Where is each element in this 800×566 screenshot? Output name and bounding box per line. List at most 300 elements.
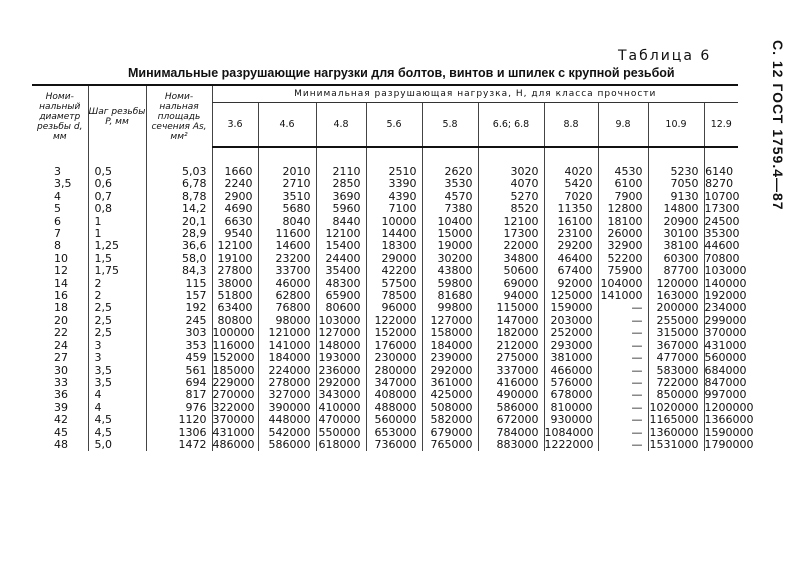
- table-cell: 116000: [212, 340, 258, 352]
- table-cell: 203000: [544, 315, 598, 327]
- table-cell: 2240: [212, 178, 258, 190]
- table-cell: 560000: [704, 351, 747, 365]
- table-cell: 477000: [648, 352, 704, 364]
- table-cell: 343000: [316, 389, 366, 401]
- table-cell: 27: [54, 351, 68, 365]
- table-cell: 293000: [544, 340, 598, 352]
- table-cell: 75900: [598, 265, 648, 277]
- table-cell: 4: [88, 402, 146, 414]
- table-cell: 2,5: [88, 302, 146, 314]
- table-cell: 45: [54, 425, 68, 439]
- table-cell: 2,5: [88, 327, 146, 339]
- table-cell: 561: [146, 365, 212, 377]
- table-cell: 141000: [598, 290, 648, 302]
- table-cell: 1084000: [544, 427, 598, 439]
- table-cell: 46400: [544, 253, 598, 265]
- table-cell: 275000: [478, 352, 544, 364]
- table-cell: 431000: [212, 427, 258, 439]
- table-cell: 30100: [648, 228, 704, 240]
- table-cell: 103000: [316, 315, 366, 327]
- table-cell: 7020: [544, 191, 598, 203]
- table-cell: 3390: [366, 178, 422, 190]
- header-class: 4.6: [258, 103, 316, 148]
- table-cell: 2: [88, 278, 146, 290]
- table-cell: 19000: [422, 240, 478, 252]
- table-cell: 5230: [648, 147, 704, 178]
- table-cell: 48300: [316, 278, 366, 290]
- table-cell: —: [598, 389, 648, 401]
- table-cell: 672000: [478, 414, 544, 426]
- table-cell: 184000: [422, 340, 478, 352]
- table-cell: —: [598, 439, 648, 451]
- table-cell: 12: [54, 264, 68, 278]
- table-cell: 58,0: [146, 253, 212, 265]
- table-cell: 12100: [212, 240, 258, 252]
- table-cell: —: [598, 302, 648, 314]
- table-cell: 883000: [478, 439, 544, 451]
- table-cell: 459: [146, 352, 212, 364]
- table-cell: 12100: [478, 216, 544, 228]
- table-cell: 1165000: [648, 414, 704, 426]
- table-cell: 542000: [258, 427, 316, 439]
- header-area: Номи-нальная площадь сечения As, мм²: [146, 85, 212, 147]
- table-cell: 4020: [544, 147, 598, 178]
- table-cell: 42: [54, 413, 68, 427]
- table-cell: 2850: [316, 178, 366, 190]
- table-cell: 182000: [478, 327, 544, 339]
- table-cell: —: [598, 327, 648, 339]
- header-class: 4.8: [316, 103, 366, 148]
- table-cell: 3,5: [88, 377, 146, 389]
- table-cell: 679000: [422, 427, 478, 439]
- table-cell: 36: [54, 388, 68, 402]
- table-row: [32, 327, 738, 339]
- table-cell: 1,25: [88, 240, 146, 252]
- table-cell: 252000: [544, 327, 598, 339]
- table-cell: 10400: [422, 216, 478, 228]
- table-cell: 69000: [478, 278, 544, 290]
- table-row: [32, 240, 738, 252]
- header-class: 5.6: [366, 103, 422, 148]
- table-cell: 1590000: [704, 425, 754, 439]
- table-cell: 1531000: [648, 439, 704, 451]
- table-cell: 63400: [212, 302, 258, 314]
- table-cell: 20,1: [146, 216, 212, 228]
- table-cell: 99800: [422, 302, 478, 314]
- table-cell: 583000: [648, 365, 704, 377]
- table-cell: 722000: [648, 377, 704, 389]
- table-cell: 17300: [478, 228, 544, 240]
- table-cell: 20900: [648, 216, 704, 228]
- table-cell: 466000: [544, 365, 598, 377]
- table-cell: 3: [88, 352, 146, 364]
- table-cell: 1: [88, 228, 146, 240]
- table-cell: 7100: [366, 203, 422, 215]
- table-cell: 2510: [366, 147, 422, 178]
- table-cell: 1222000: [544, 439, 598, 451]
- table-cell: 0,5: [88, 147, 146, 178]
- table-cell: 147000: [478, 315, 544, 327]
- table-cell: 212000: [478, 340, 544, 352]
- table-cell: 104000: [598, 278, 648, 290]
- table-cell: 8,78: [146, 191, 212, 203]
- table-cell: 8: [54, 239, 61, 253]
- table-cell: 1360000: [648, 427, 704, 439]
- table-cell: 448000: [258, 414, 316, 426]
- table-cell: 1120: [146, 414, 212, 426]
- table-cell: 26000: [598, 228, 648, 240]
- table-cell: 76800: [258, 302, 316, 314]
- table-cell: —: [598, 414, 648, 426]
- table-cell: 14,2: [146, 203, 212, 215]
- table-cell: 586000: [478, 402, 544, 414]
- table-cell: 192000: [704, 289, 747, 303]
- table-cell: 33: [54, 375, 68, 389]
- table-cell: 163000: [648, 290, 704, 302]
- table-cell: 11600: [258, 228, 316, 240]
- table-cell: 847000: [704, 375, 747, 389]
- table-cell: 185000: [212, 365, 258, 377]
- table-row: [32, 352, 738, 364]
- table-cell: 42200: [366, 265, 422, 277]
- table-cell: 229000: [212, 377, 258, 389]
- table-cell: 18300: [366, 240, 422, 252]
- table-cell: 3510: [258, 191, 316, 203]
- table-cell: 678000: [544, 389, 598, 401]
- header-class: 3.6: [212, 103, 258, 148]
- table-cell: 14400: [366, 228, 422, 240]
- table-cell: 200000: [648, 302, 704, 314]
- table-cell: 94000: [478, 290, 544, 302]
- header-class: 6.6; 6.8: [478, 103, 544, 148]
- table-cell: 8440: [316, 216, 366, 228]
- table-cell: 381000: [544, 352, 598, 364]
- header-class: 9.8: [598, 103, 648, 148]
- table-cell: 292000: [316, 377, 366, 389]
- table-cell: 35400: [316, 265, 366, 277]
- table-cell: 34800: [478, 253, 544, 265]
- table-cell: 327000: [258, 389, 316, 401]
- table-cell: 65900: [316, 290, 366, 302]
- table-cell: 230000: [366, 352, 422, 364]
- table-cell: 46000: [258, 278, 316, 290]
- table-cell: 361000: [422, 377, 478, 389]
- table-cell: 3530: [422, 178, 478, 190]
- table-cell: 22000: [478, 240, 544, 252]
- header-class: 10.9: [648, 103, 704, 148]
- table-cell: 1790000: [704, 437, 754, 451]
- table-cell: 81680: [422, 290, 478, 302]
- table-cell: 1,75: [88, 265, 146, 277]
- table-cell: 152000: [212, 352, 258, 364]
- table-cell: 1366000: [704, 413, 754, 427]
- table-cell: 337000: [478, 365, 544, 377]
- table-cell: 38100: [648, 240, 704, 252]
- table-cell: 103000: [704, 264, 747, 278]
- table-cell: 6,78: [146, 178, 212, 190]
- table-cell: 44600: [704, 239, 740, 253]
- table-cell: 158000: [422, 327, 478, 339]
- table-cell: 59800: [422, 278, 478, 290]
- table-cell: 8270: [704, 178, 738, 190]
- table-cell: 4: [54, 189, 61, 203]
- table-cell: 2900: [212, 191, 258, 203]
- table-cell: 1020000: [648, 402, 704, 414]
- table-cell: 560000: [366, 414, 422, 426]
- table-cell: 10: [54, 251, 68, 265]
- table-cell: 12100: [316, 228, 366, 240]
- table-cell: 50600: [478, 265, 544, 277]
- table-cell: 87700: [648, 265, 704, 277]
- header-load-group: Минимальная разрушающая нагрузка, Н, для класса прочности: [212, 85, 738, 103]
- table-cell: 2: [88, 290, 146, 302]
- table-cell: 24400: [316, 253, 366, 265]
- table-cell: 4690: [212, 203, 258, 215]
- table-cell: 96000: [366, 302, 422, 314]
- table-cell: 6630: [212, 216, 258, 228]
- table-cell: 390000: [258, 402, 316, 414]
- table-cell: 618000: [316, 439, 366, 451]
- table-cell: 176000: [366, 340, 422, 352]
- table-cell: 17300: [704, 202, 740, 216]
- table-cell: 22: [54, 326, 68, 340]
- table-cell: —: [598, 340, 648, 352]
- table-cell: 10700: [704, 189, 740, 203]
- table-cell: 299000: [704, 313, 747, 327]
- table-cell: 4390: [366, 191, 422, 203]
- table-cell: 810000: [544, 402, 598, 414]
- table-cell: 408000: [366, 389, 422, 401]
- table-cell: 3: [54, 164, 61, 178]
- table-cell: 67400: [544, 265, 598, 277]
- header-class: 5.8: [422, 103, 478, 148]
- table-cell: 5,0: [88, 439, 146, 451]
- table-cell: 141000: [258, 340, 316, 352]
- table-cell: 684000: [704, 363, 747, 377]
- table-cell: 239000: [422, 352, 478, 364]
- table-cell: 9540: [212, 228, 258, 240]
- table-cell: —: [598, 377, 648, 389]
- table-cell: 29000: [366, 253, 422, 265]
- table-cell: 784000: [478, 427, 544, 439]
- table-cell: 120000: [648, 278, 704, 290]
- table-row: [32, 414, 738, 426]
- table-cell: 7900: [598, 191, 648, 203]
- table-cell: 0,6: [88, 178, 146, 190]
- table-cell: 486000: [212, 439, 258, 451]
- header-class: 12.9: [704, 103, 738, 148]
- table-cell: 16: [54, 289, 68, 303]
- table-cell: 121000: [258, 327, 316, 339]
- table-cell: 470000: [316, 414, 366, 426]
- table-cell: 3690: [316, 191, 366, 203]
- table-cell: 416000: [478, 377, 544, 389]
- table-cell: 28,9: [146, 228, 212, 240]
- table-cell: 8520: [478, 203, 544, 215]
- table-row: [32, 302, 738, 314]
- table-cell: 35300: [704, 227, 740, 241]
- table-cell: 30200: [422, 253, 478, 265]
- table-cell: 2110: [316, 147, 366, 178]
- table-cell: 18: [54, 301, 68, 315]
- table-cell: 367000: [648, 340, 704, 352]
- table-cell: 4070: [478, 178, 544, 190]
- table-cell: 765000: [422, 439, 478, 451]
- table-cell: 2,5: [88, 315, 146, 327]
- table-cell: 33700: [258, 265, 316, 277]
- table-cell: 2010: [258, 147, 316, 178]
- table-cell: 234000: [704, 301, 747, 315]
- table-cell: 1: [88, 216, 146, 228]
- table-body: [32, 147, 754, 451]
- table-cell: 36,6: [146, 240, 212, 252]
- table-cell: 850000: [648, 389, 704, 401]
- table-cell: 115: [146, 278, 212, 290]
- table-cell: 653000: [366, 427, 422, 439]
- table-cell: 15400: [316, 240, 366, 252]
- table-cell: 347000: [366, 377, 422, 389]
- table-cell: 5: [54, 202, 61, 216]
- table-cell: 148000: [316, 340, 366, 352]
- table-cell: 15000: [422, 228, 478, 240]
- table-cell: 576000: [544, 377, 598, 389]
- table-cell: 1200000: [704, 400, 754, 414]
- table-cell: 3,5: [88, 365, 146, 377]
- table-row: [32, 147, 738, 178]
- table-cell: 184000: [258, 352, 316, 364]
- table-cell: 57500: [366, 278, 422, 290]
- table-cell: 48: [54, 437, 68, 451]
- table-cell: 930000: [544, 414, 598, 426]
- table-cell: 245: [146, 315, 212, 327]
- table-cell: 3,5: [54, 177, 72, 191]
- table-cell: 586000: [258, 439, 316, 451]
- table-cell: 2620: [422, 147, 478, 178]
- table-cell: 7380: [422, 203, 478, 215]
- table-cell: 30: [54, 363, 68, 377]
- table-cell: 1472: [146, 439, 212, 451]
- table-cell: 115000: [478, 302, 544, 314]
- table-cell: 0,7: [88, 191, 146, 203]
- table-row: [32, 439, 738, 451]
- table-cell: 14800: [648, 203, 704, 215]
- table-cell: 270000: [212, 389, 258, 401]
- table-cell: —: [598, 352, 648, 364]
- table-row: [32, 178, 738, 190]
- table-cell: 27800: [212, 265, 258, 277]
- table-cell: 582000: [422, 414, 478, 426]
- table-cell: 157: [146, 290, 212, 302]
- table-cell: 9130: [648, 191, 704, 203]
- table-cell: 1,5: [88, 253, 146, 265]
- header-diameter: Номи-нальный диаметр резьбы d, мм: [32, 85, 88, 147]
- table-cell: 98000: [258, 315, 316, 327]
- table-cell: 353: [146, 340, 212, 352]
- table-cell: 125000: [544, 290, 598, 302]
- table-cell: 8040: [258, 216, 316, 228]
- table-cell: —: [598, 315, 648, 327]
- table-cell: 38000: [212, 278, 258, 290]
- table-cell: 23200: [258, 253, 316, 265]
- table-cell: 490000: [478, 389, 544, 401]
- table-cell: 19100: [212, 253, 258, 265]
- table-cell: 3020: [478, 147, 544, 178]
- table-cell: 4,5: [88, 427, 146, 439]
- table-title: Минимальные разрушающие нагрузки для болтов, винтов и шпилек с крупной резьбой: [128, 66, 675, 80]
- table-cell: 70800: [704, 251, 740, 265]
- table-cell: 6140: [704, 147, 738, 178]
- table-cell: 1660: [212, 147, 258, 178]
- table-cell: 6: [54, 214, 61, 228]
- table-cell: 16100: [544, 216, 598, 228]
- table-cell: 5270: [478, 191, 544, 203]
- breaking-loads-table: [32, 84, 754, 451]
- table-cell: 255000: [648, 315, 704, 327]
- table-cell: 10000: [366, 216, 422, 228]
- table-cell: 410000: [316, 402, 366, 414]
- table-cell: 159000: [544, 302, 598, 314]
- table-cell: 370000: [212, 414, 258, 426]
- table-cell: 370000: [704, 326, 747, 340]
- table-number: Таблица 6: [618, 48, 712, 64]
- table-cell: 817: [146, 389, 212, 401]
- table-cell: 127000: [422, 315, 478, 327]
- table-cell: 292000: [422, 365, 478, 377]
- table-cell: 32900: [598, 240, 648, 252]
- table-cell: 315000: [648, 327, 704, 339]
- table-cell: 127000: [316, 327, 366, 339]
- table-cell: 236000: [316, 365, 366, 377]
- table-cell: 80600: [316, 302, 366, 314]
- table-cell: —: [598, 402, 648, 414]
- table-cell: 5680: [258, 203, 316, 215]
- table-cell: 152000: [366, 327, 422, 339]
- table-cell: —: [598, 427, 648, 439]
- table-cell: 14: [54, 276, 68, 290]
- table-cell: 997000: [704, 388, 747, 402]
- table-cell: 92000: [544, 278, 598, 290]
- table-cell: 736000: [366, 439, 422, 451]
- table-cell: 23100: [544, 228, 598, 240]
- table-cell: 5,03: [146, 147, 212, 178]
- table-cell: 7: [54, 227, 61, 241]
- table-cell: 122000: [366, 315, 422, 327]
- table-cell: 431000: [704, 338, 747, 352]
- table-cell: 80800: [212, 315, 258, 327]
- page-number-gost: С. 12 ГОСТ 1759.4—87: [770, 40, 786, 211]
- table-cell: 7050: [648, 178, 704, 190]
- table-cell: 51800: [212, 290, 258, 302]
- table-cell: 43800: [422, 265, 478, 277]
- table-cell: 224000: [258, 365, 316, 377]
- table-cell: 140000: [704, 276, 747, 290]
- table-cell: 60300: [648, 253, 704, 265]
- table-cell: 14600: [258, 240, 316, 252]
- header-pitch: Шаг резьбы P, мм: [88, 85, 146, 147]
- table-cell: 24: [54, 338, 68, 352]
- table-cell: 280000: [366, 365, 422, 377]
- table-cell: 24500: [704, 214, 740, 228]
- table-row: [32, 389, 738, 401]
- table-cell: 11350: [544, 203, 598, 215]
- table-cell: 193000: [316, 352, 366, 364]
- table-cell: 1306: [146, 427, 212, 439]
- table-cell: 192: [146, 302, 212, 314]
- table-cell: 425000: [422, 389, 478, 401]
- table-cell: 5420: [544, 178, 598, 190]
- table-cell: 18100: [598, 216, 648, 228]
- table-cell: 322000: [212, 402, 258, 414]
